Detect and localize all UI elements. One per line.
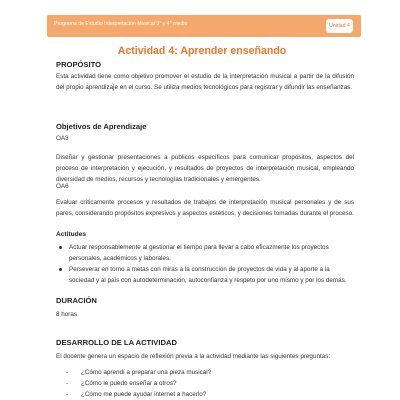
bullet-icon bbox=[59, 268, 62, 271]
list-item bbox=[66, 378, 211, 389]
oa3-text: Diseñar y gestionar presentaciones a públicos específicos para comunicar propósitos, aspectos del proceso de interpretación y ejecución, y resultados de proyectos de interpretación musical, empleando diversidad de medios, recursos y tecnologías tradicionales y emergentes. bbox=[56, 154, 354, 183]
list-item bbox=[56, 264, 354, 286]
header-bar bbox=[47, 15, 361, 37]
list-item bbox=[66, 389, 211, 400]
actitud-text: Actuar responsablemente al gestionar el tiempo para llevar a cabo eficazmente los proyectos personales, académicos y laborales. bbox=[69, 244, 329, 262]
actitud-text: Perseverar en torno a metas con miras a la construcción de proyectos de vida y al aporte a la sociedad y al país con autodeterminación, autoconfianza y respeto por uno mismo y por los demás. bbox=[69, 266, 347, 284]
oa6-code: OA6 bbox=[56, 183, 69, 190]
desarrollo-heading: DESARROLLO DE LA ACTIVIDAD bbox=[56, 338, 177, 347]
unit-label: Unidad 4 bbox=[329, 23, 350, 29]
actitudes-heading: Actitudes bbox=[56, 231, 87, 238]
duracion-value: 8 horas bbox=[56, 311, 78, 318]
activity-title: Actividad 4: Aprender enseñando bbox=[117, 45, 287, 57]
proposito-text: Esta actividad tiene como objetivo promover el estudio de la interpretación musical a partir de la difusión del propio aprendizaje en el curso. Se utiliza medios tecnológicos para registrar y difundir las enseñanzas. bbox=[56, 73, 354, 91]
actitudes-list bbox=[56, 242, 354, 286]
question-text: ¿Cómo me puede ayudar internet a hacerlo? bbox=[81, 391, 207, 398]
dash-icon: - bbox=[66, 369, 69, 376]
proposito-heading: PROPÓSITO bbox=[56, 60, 102, 69]
bullet-icon bbox=[59, 246, 62, 249]
duracion-heading: DURACIÓN bbox=[56, 296, 97, 305]
dash-icon: - bbox=[66, 380, 69, 387]
dash-icon: - bbox=[66, 391, 69, 398]
list-item bbox=[56, 242, 354, 264]
course-header: Programa de Estudio Interpretación Musical 3° y 4° medio bbox=[54, 21, 188, 27]
desarrollo-intro: El docente genera un espacio de reflexión previa a la actividad mediante las siguientes preguntas: bbox=[56, 353, 331, 360]
oa6-text: Evaluar críticamente procesos y resultados de trabajos de interpretación musical personales y de sus pares, considerando propósitos expresivos y aspectos estéticos, y decisiones tomadas durante el proceso. bbox=[56, 199, 354, 217]
question-text: ¿Cómo aprendí a preparar una pieza musical? bbox=[81, 369, 212, 376]
objetivos-heading: Objetivos de Aprendizaje bbox=[56, 122, 147, 131]
unit-badge bbox=[326, 19, 353, 33]
oa3-code: OA3 bbox=[56, 135, 69, 142]
questions-list bbox=[66, 367, 211, 400]
question-text: ¿Cómo le puedo enseñar a otros? bbox=[81, 380, 177, 387]
list-item bbox=[66, 367, 211, 378]
